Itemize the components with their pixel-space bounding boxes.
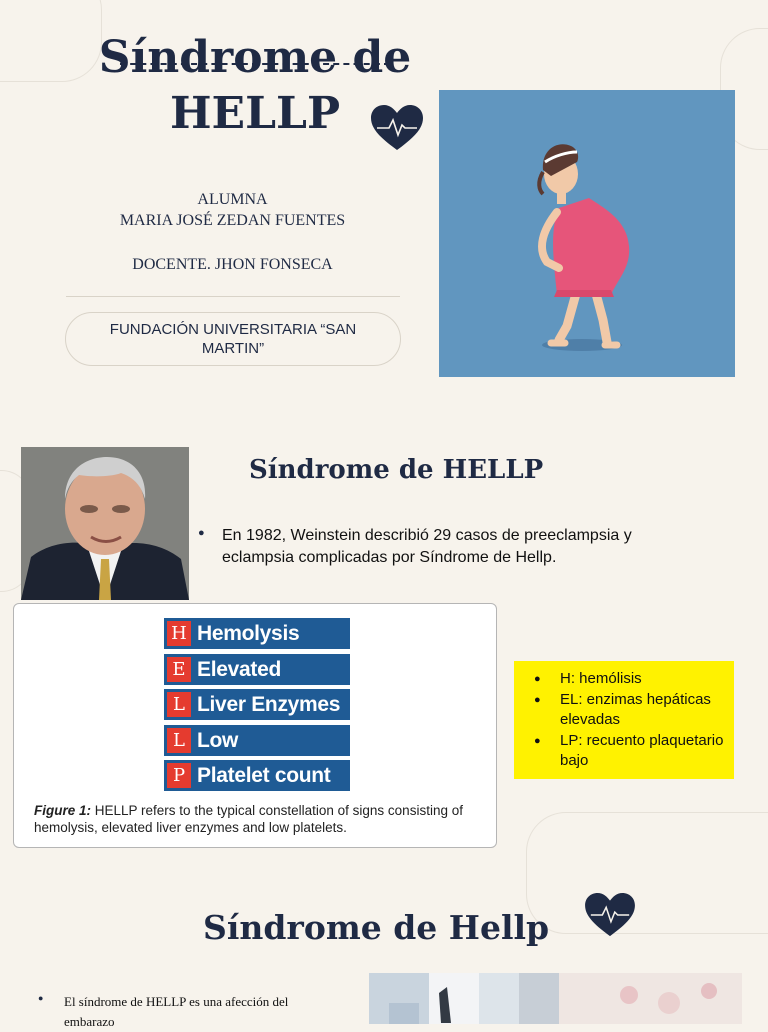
summary-box	[514, 661, 734, 779]
figure-caption-label: Figure 1:	[34, 803, 92, 818]
hellp-row-word: Elevated	[197, 657, 281, 681]
student-label: ALUMNA	[197, 191, 268, 208]
pregnant-woman-illustration	[439, 90, 735, 377]
institution-name: FUNDACIÓN UNIVERSITARIA “SAN MARTIN”	[109, 321, 357, 357]
list-item: ● LP: recuento plaquetario bajo	[560, 731, 734, 772]
hellp-row-word: Liver Enzymes	[197, 692, 341, 716]
institution-pill	[65, 312, 401, 366]
figure-caption	[34, 802, 484, 836]
hellp-row-letter: P	[167, 763, 191, 788]
bullet-dot: ●	[38, 993, 44, 1003]
hellp-row-letter: L	[167, 728, 191, 753]
teacher-name: DOCENTE. JHON FONSECA	[132, 256, 333, 273]
cover-title-line2: HELLP	[169, 88, 341, 139]
hellp-row	[164, 689, 350, 720]
hellp-row	[164, 760, 350, 791]
hellp-row-letter: E	[167, 657, 191, 682]
hellp-row	[164, 618, 350, 649]
student-name: MARIA JOSÉ ZEDAN FUENTES	[119, 212, 346, 229]
section2-bullet-text: En 1982, Weinstein describió 29 casos de preeclampsia y eclampsia complicadas por Síndrome de Hellp.	[222, 527, 632, 566]
hellp-row-letter: L	[167, 692, 191, 717]
section2-heading: Síndrome de HELLP	[249, 455, 544, 485]
hellp-row-word: Platelet count	[197, 763, 331, 787]
list-item: ● H: hemólisis	[560, 669, 734, 690]
hellp-row	[164, 725, 350, 756]
summary-list	[514, 661, 734, 772]
heart-pulse-icon	[369, 104, 425, 157]
weinstein-photo	[21, 447, 189, 600]
decor-outline	[526, 812, 768, 934]
list-item: ● EL: enzimas hepáticas elevadas	[560, 690, 734, 731]
cover-title-line1: Síndrome de	[60, 30, 450, 86]
bullet-dot: ●	[198, 527, 205, 539]
section2-bullet	[198, 525, 688, 569]
heart-pulse-icon	[583, 892, 637, 943]
hellp-row	[164, 654, 350, 685]
hellp-row-letter: H	[167, 621, 191, 646]
divider	[66, 296, 400, 297]
hellp-row-word: Low	[197, 728, 239, 752]
medical-photo-strip	[369, 973, 742, 1024]
hellp-figure	[13, 603, 497, 848]
hellp-row-word: Hemolysis	[197, 621, 300, 645]
section3-bullet	[38, 992, 338, 1032]
section3-heading: Síndrome de Hellp	[203, 908, 550, 947]
figure-caption-text: HELLP refers to the typical constellation of signs consisting of hemolysis, elevated liver enzymes and low platelets.	[34, 803, 463, 835]
section3-bullet-text: El síndrome de HELLP es una afección del embarazo	[64, 994, 289, 1029]
